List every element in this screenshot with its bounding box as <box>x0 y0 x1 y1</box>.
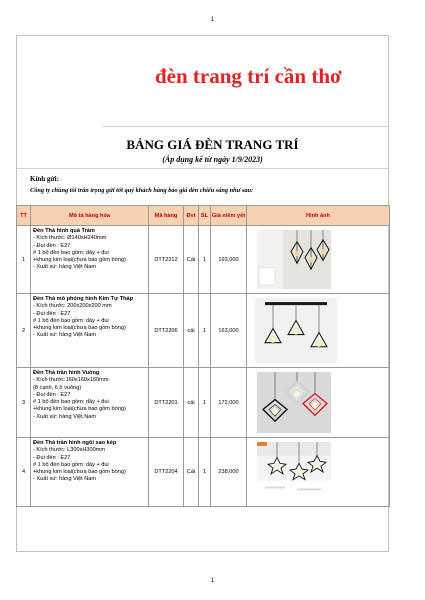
row-image <box>247 438 390 507</box>
page-number-bottom: 1 <box>210 578 215 584</box>
spec-line: # 1 bộ đèn bao gồm: dây + đui <box>33 461 109 468</box>
page-number-top: 1 <box>210 17 215 23</box>
header-image: Hình ảnh <box>247 206 390 226</box>
row-unit: Cái <box>184 438 199 507</box>
header-unit: Đvt <box>184 206 199 226</box>
row-unit: cái <box>184 368 199 438</box>
product-name: Đèn Thả mô phỏng hình Kim Tự Tháp <box>33 296 134 302</box>
table-row <box>17 368 390 438</box>
star-pendant-lamps-photo <box>257 442 331 502</box>
row-image <box>247 226 390 294</box>
spec-line: - Kích thước:160x160x160mm <box>33 377 109 384</box>
product-name: Đèn Thả trần hình Vuông <box>33 370 100 376</box>
row-tt: 1 <box>17 226 31 294</box>
brand-title: đèn trang trí cần thơ <box>155 64 342 88</box>
header-code: Mã hàng <box>149 206 184 226</box>
spec-line: - Đui đèn : E27 <box>33 242 71 249</box>
table-row <box>17 438 390 507</box>
rule <box>102 126 389 127</box>
row-unit: cái <box>184 294 199 368</box>
spec-line: - Xuất xứ: hàng Việt Nam <box>33 332 97 339</box>
cube-pendant-lamps-photo <box>257 372 331 433</box>
row-unit: Cái <box>184 226 199 294</box>
rule <box>16 168 389 169</box>
spec-line: (8 cạnh, 6 ô vuông) <box>33 384 82 391</box>
effective-date: (Áp dụng kể từ ngày 1/9/2023) <box>162 155 263 164</box>
spec-line: - Xuất xứ: hàng Việt Nam <box>33 476 97 483</box>
spec-line: - Kích thước: Ø140xH240mm <box>33 235 107 242</box>
row-code: DTT2204 <box>149 438 184 507</box>
row-price: 193,000 <box>211 226 247 294</box>
product-name: Đèn Thả hình quả Trám <box>33 228 95 234</box>
spec-line: - Xuất xứ: hàng Việt Nam <box>33 413 97 420</box>
header-tt: TT <box>17 206 31 226</box>
row-qty: 1 <box>199 368 211 438</box>
row-description <box>31 226 149 294</box>
header-price: Giá niêm yết <box>211 206 247 226</box>
spec-line: - Kích thước: L300xH300mm <box>33 447 106 454</box>
header-qty: SL <box>199 206 211 226</box>
price-list-title: BẢNG GIÁ ĐÈN TRANG TRÍ <box>126 137 299 152</box>
spec-line: - Kích thước: 200x200x200 mm <box>33 303 112 310</box>
row-price: 172,000 <box>211 368 247 438</box>
row-tt: 4 <box>17 438 31 507</box>
spec-line: - Đui đèn : E27 <box>33 454 71 461</box>
row-description <box>31 368 149 438</box>
row-price: 163,000 <box>211 294 247 368</box>
row-code: DTT2212 <box>149 226 184 294</box>
table-row <box>17 294 390 368</box>
intro-text: Công ty chúng tôi trân trọng gửi tới quý khách hàng báo giá đèn chiếu sáng như sau: <box>30 187 254 194</box>
header-description: Mô tả hàng hóa <box>31 206 149 226</box>
product-name: Đèn Thả trần hình ngôi sao kép <box>33 440 117 446</box>
row-code: DTT2206 <box>149 294 184 368</box>
row-image <box>247 368 390 438</box>
greeting: Kính gửi: <box>30 175 59 183</box>
row-code: DTT2201 <box>149 368 184 438</box>
row-tt: 3 <box>17 368 31 438</box>
row-qty: 1 <box>199 438 211 507</box>
row-tt: 2 <box>17 294 31 368</box>
row-image <box>247 294 390 368</box>
diamond-pendant-lamps-photo <box>257 230 331 289</box>
row-qty: 1 <box>199 226 211 294</box>
price-table <box>16 205 389 507</box>
spec-line: - Xuất xứ: hàng Việt Nam <box>33 264 97 271</box>
pyramid-pendant-lamps-photo <box>255 298 337 363</box>
row-description <box>31 294 149 368</box>
spec-line: - Đui đèn : E27 <box>33 391 71 398</box>
spec-line: +khung kim loại(chưa bao gồm bóng) <box>33 406 126 413</box>
spec-line: +khung kim loại(chưa bao gồm bóng) <box>33 325 126 332</box>
row-qty: 1 <box>199 294 211 368</box>
table-header-row <box>17 206 390 226</box>
spec-line: +khung kim loại(chưa bao gồm bóng) <box>33 469 126 476</box>
spec-line: # 1 bộ đèn bao gồm: dây + đui <box>33 249 109 256</box>
spec-line: # 1 bộ đèn bao gồm: dây + đui <box>33 399 109 406</box>
spec-line: +khung kim loại(chưa bao gồm bóng) <box>33 257 126 264</box>
spec-line: - Đui đèn : E27 <box>33 310 71 317</box>
row-description <box>31 438 149 507</box>
row-price: 238,000 <box>211 438 247 507</box>
table-row <box>17 226 390 294</box>
spec-line: # 1 bộ đèn bao gồm: dây + đui <box>33 317 109 324</box>
